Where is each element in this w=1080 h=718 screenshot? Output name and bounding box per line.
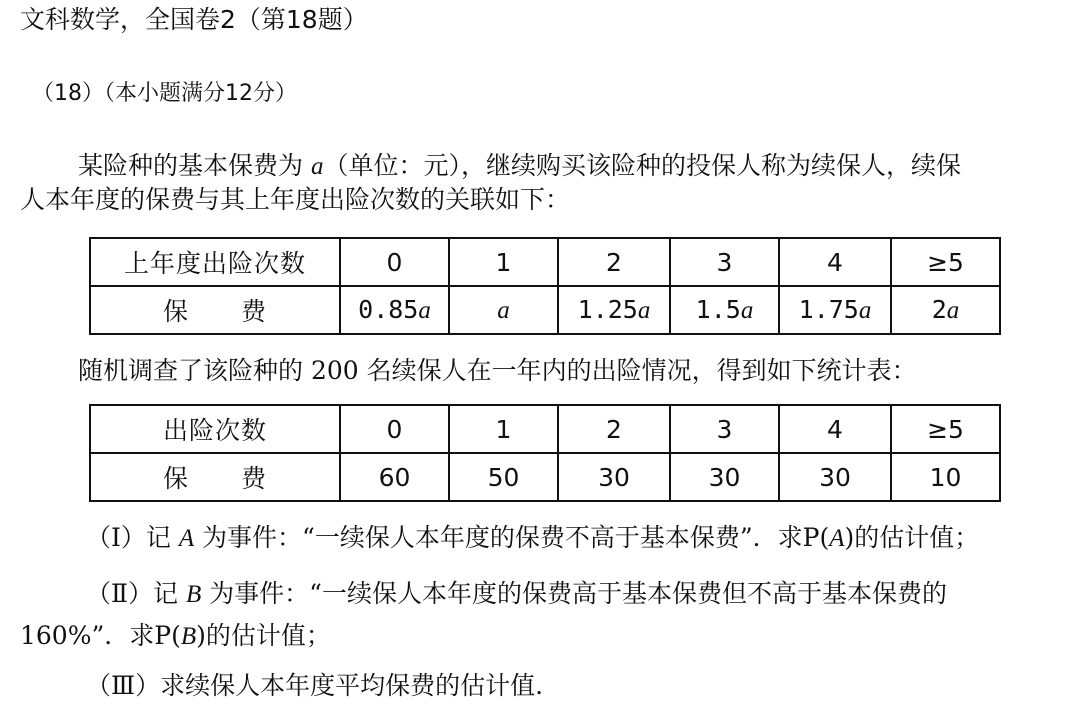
intro-line-2: 人本年度的保费与其上年度出险次数的关联如下： [20,185,571,214]
part-2-line-2 [20,620,331,653]
table-cell [340,286,449,334]
intro-text-b: （单位：元），继续购买该险种的投保人称为续保人，续保 [323,151,961,180]
intro-text-a: 某险种的基本保费为 [78,151,311,180]
part-2-b: 为事件：“一续保人本年度的保费高于基本保费但不高于基本保费的 [201,579,947,608]
table-cell: 2 [558,238,670,286]
table-cell: 2 [558,405,670,453]
table-cell: 30 [779,453,891,501]
coef-var: a [418,297,431,324]
table-header-cell: 上年度出险次数 [90,238,340,286]
coef: 1.25 [577,295,638,324]
table-cell: 0 [340,238,449,286]
coef: 1.5 [695,295,741,324]
part-2-a: （Ⅱ）记 [86,579,186,608]
coef-var: a [497,297,510,324]
table-cell: ≥5 [891,405,1000,453]
table-cell [449,286,558,334]
table-header-cell: 出险次数 [90,405,340,453]
table-cell: 50 [449,453,558,501]
premium-table [89,237,1001,335]
table-cell: 60 [340,453,449,501]
part-1-a: （Ⅰ）记 [86,523,179,552]
part-2-var-2: B [180,623,197,650]
table-row [90,453,1000,501]
coef-var: a [637,297,651,324]
page-title: 文科数学，全国卷2（第18题） [20,5,368,34]
part-2-var: B [185,581,202,608]
coef: 2 [931,295,947,324]
table-cell [558,286,670,334]
part-2-line2-c: )的估计值； [196,621,331,650]
table-cell [891,286,1000,334]
table-cell: ≥5 [891,238,1000,286]
table-cell: 4 [779,238,891,286]
coef-var: a [946,297,960,324]
intro-var: a [310,153,324,180]
coef-var: a [740,297,754,324]
table-row [90,405,1000,453]
table-cell: 4 [779,405,891,453]
part-3: （Ⅲ）求续保人本年度平均保费的估计值. [86,671,544,700]
part-1-b: 为事件：“一续保人本年度的保费不高于基本保费”．求P( [194,523,830,552]
table-row [90,286,1000,334]
table-cell: 30 [558,453,670,501]
question-header: （18）（本小题满分12分） [32,81,297,106]
part-1-var-2: A [829,525,845,552]
table-cell [670,286,779,334]
table-cell: 3 [670,238,779,286]
table-cell: 10 [891,453,1000,501]
part-1 [86,522,979,555]
survey-line: 随机调查了该险种的 200 名续保人在一年内的出险情况，得到如下统计表： [78,356,917,385]
coef-var: a [858,297,872,324]
table-row [90,238,1000,286]
part-1-c: )的估计值； [844,523,980,552]
table-cell: 30 [670,453,779,501]
table-cell: 3 [670,405,779,453]
part-2-line-1 [86,578,947,611]
table-cell [779,286,891,334]
table-cell: 1 [449,238,558,286]
coef: 1.75 [798,295,859,324]
part-1-var: A [178,525,195,552]
coef: 0.85 [358,295,419,324]
part-2-line2-a: 160%”．求P( [20,621,181,650]
intro-line-1 [78,150,961,183]
table-cell: 0 [340,405,449,453]
survey-table [89,404,1001,502]
table-cell: 1 [449,405,558,453]
table-header-cell: 保 费 [90,286,340,334]
table-header-cell: 保 费 [90,453,340,501]
